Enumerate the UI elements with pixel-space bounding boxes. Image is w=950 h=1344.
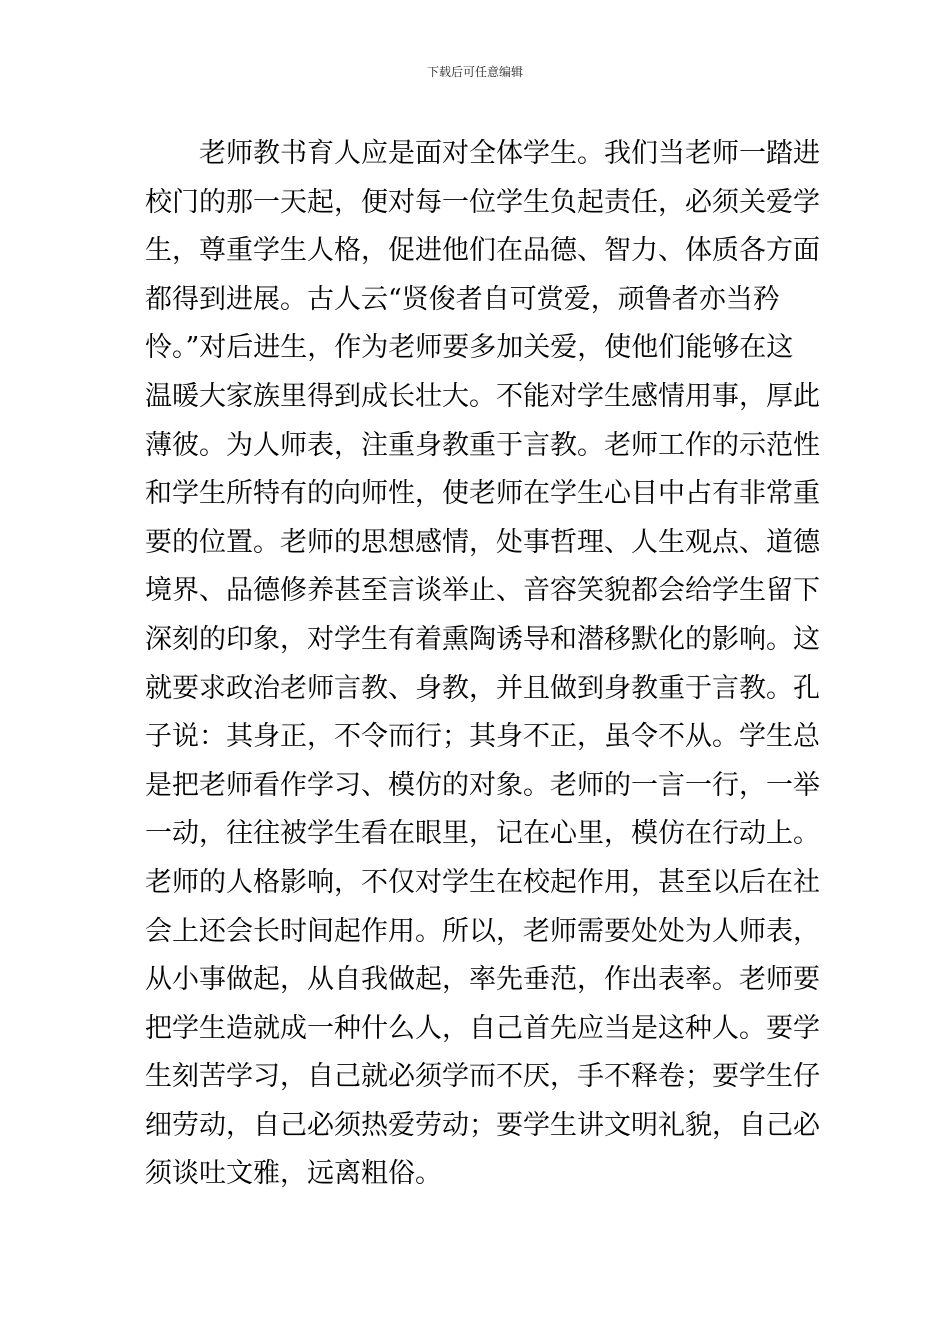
paragraph-line: 把学生造就成一种什么人，自己首先应当是这种人。要学 xyxy=(145,1012,820,1044)
paragraph-line: 会上还会长时间起作用。所以，老师需要处处为人师表， xyxy=(145,915,820,947)
paragraph-line: 老师教书育人应是面对全体学生。我们当老师一踏进 xyxy=(199,138,820,169)
paragraph-line: 要的位置。老师的思想感情，处事哲理、人生观点、道德 xyxy=(145,526,820,558)
paragraph-line: 就要求政治老师言教、身教，并且做到身教重于言教。孔 xyxy=(145,672,820,704)
paragraph-line: 生，尊重学生人格，促进他们在品德、智力、体质各方面 xyxy=(145,235,820,267)
paragraph-line: 子说：其身正，不令而行；其身不正，虽令不从。学生总 xyxy=(145,721,820,753)
paragraph-line: 薄彼。为人师表，注重身教重于言教。老师工作的示范性 xyxy=(145,429,820,461)
paragraph-line: 一动，往往被学生看在眼里，记在心里，模仿在行动上。 xyxy=(145,818,820,850)
paragraph-line: 从小事做起，从自我做起，率先垂范，作出表率。老师要 xyxy=(145,964,820,996)
paragraph-line: 都得到进展。古人云“贤俊者自可赏爱，顽鲁者亦当矜 xyxy=(145,283,780,315)
paragraph-line: 细劳动，自己必须热爱劳动；要学生讲文明礼貌，自己必 xyxy=(145,1109,820,1141)
paragraph-line: 须谈吐文雅，远离粗俗。 xyxy=(145,1158,442,1190)
body-paragraph xyxy=(145,130,820,1199)
paragraph-line: 生刻苦学习，自己就必须学而不厌，手不释卷；要学生仔 xyxy=(145,1061,820,1093)
paragraph-line: 怜。”对后进生，作为老师要多加关爱，使他们能够在这 xyxy=(145,332,794,364)
paragraph-line: 温暖大家族里得到成长壮大。不能对学生感情用事，厚此 xyxy=(145,380,820,412)
paragraph-line: 深刻的印象，对学生有着熏陶诱导和潜移默化的影响。这 xyxy=(145,623,820,655)
paragraph-line: 是把老师看作学习、模仿的对象。老师的一言一行，一举 xyxy=(145,769,820,801)
paragraph-line: 和学生所特有的向师性，使老师在学生心目中占有非常重 xyxy=(145,478,820,510)
paragraph-line: 校门的那一天起，便对每一位学生负起责任，必须关爱学 xyxy=(145,186,820,218)
paragraph-line: 境界、品德修养甚至言谈举止、音容笑貌都会给学生留下 xyxy=(145,575,820,607)
paragraph-line: 老师的人格影响，不仅对学生在校起作用，甚至以后在社 xyxy=(145,866,820,898)
page-header: 下载后可任意编辑 xyxy=(426,65,523,79)
